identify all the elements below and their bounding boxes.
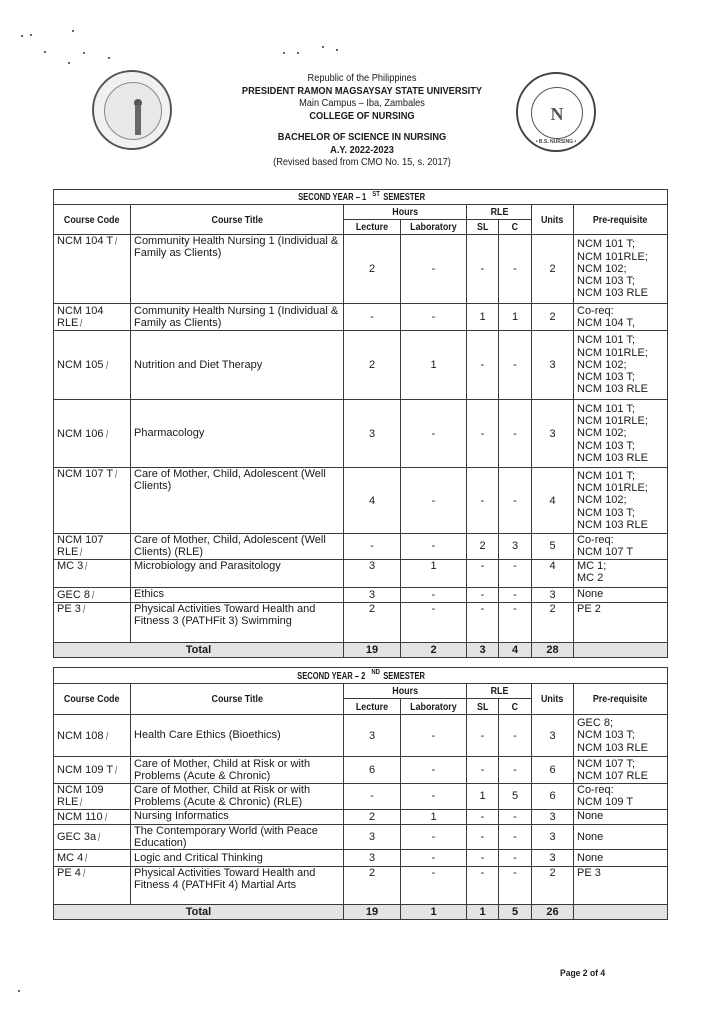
lecture-hours: 3 xyxy=(344,824,401,850)
course-title: Community Health Nursing 1 (Individual & Family as Clients) xyxy=(131,304,344,331)
laboratory-hours: - xyxy=(401,400,467,468)
second-year-second-semester-table xyxy=(53,667,668,920)
prerequisite-item: NCM 103 RLE xyxy=(577,741,648,754)
checkmark-icon: ⁄ xyxy=(91,589,97,601)
course-code: MC 4 ⁄ xyxy=(54,850,131,867)
col-header-c: C xyxy=(499,699,532,715)
laboratory-hours: 1 xyxy=(401,809,467,824)
checkmark-icon: ⁄ xyxy=(103,811,110,823)
total-label: Total xyxy=(54,905,344,920)
rle-c: - xyxy=(499,757,532,784)
course-row xyxy=(54,559,668,587)
course-code: NCM 108 ⁄ xyxy=(54,715,131,757)
col-header-units: Units xyxy=(532,205,574,235)
units: 2 xyxy=(532,602,574,642)
scan-speck xyxy=(44,51,46,53)
header-campus: Main Campus – Iba, Zambales xyxy=(299,97,425,109)
rle-sl: - xyxy=(467,587,499,602)
col-header-prereq: Pre-requisite xyxy=(574,205,668,235)
prerequisite-item: NCM 103 RLE xyxy=(577,518,648,531)
prerequisites xyxy=(574,587,668,602)
laboratory-hours: - xyxy=(401,468,467,534)
laboratory-hours: - xyxy=(401,824,467,850)
total-sl: 3 xyxy=(467,642,499,657)
laboratory-hours: - xyxy=(401,304,467,331)
prerequisite-item: Co-req: xyxy=(577,784,614,796)
course-title: Care of Mother, Child, Adolescent (Well Clients) xyxy=(131,468,344,534)
rle-sl: - xyxy=(467,400,499,468)
checkmark-icon: ⁄ xyxy=(114,469,120,480)
prerequisite-item: NCM 102; xyxy=(577,262,627,275)
total-row xyxy=(54,905,668,920)
total-units: 26 xyxy=(532,905,574,920)
prerequisites xyxy=(574,331,668,400)
rle-c: - xyxy=(499,850,532,867)
units: 4 xyxy=(532,468,574,534)
prerequisites xyxy=(574,534,668,560)
prerequisite-item: NCM 101RLE; xyxy=(577,250,648,263)
checkmark-icon: ⁄ xyxy=(84,560,90,572)
laboratory-hours: - xyxy=(401,784,467,810)
course-title: Health Care Ethics (Bioethics) xyxy=(131,715,344,757)
checkmark-icon: ⁄ xyxy=(82,868,88,880)
total-laboratory: 1 xyxy=(401,905,467,920)
rle-sl: 1 xyxy=(467,784,499,810)
course-code: GEC 3a ⁄ xyxy=(54,824,131,850)
units: 3 xyxy=(532,824,574,850)
col-header-hours: Hours xyxy=(344,205,467,220)
scan-speck xyxy=(21,35,23,37)
units: 2 xyxy=(532,304,574,331)
course-code: NCM 109 T ⁄ xyxy=(54,757,131,784)
document-header xyxy=(43,72,680,169)
rle-sl: - xyxy=(467,468,499,534)
scan-speck xyxy=(283,52,285,54)
course-row xyxy=(54,331,668,400)
course-title: Ethics xyxy=(131,587,344,602)
prerequisite-item: MC 2 xyxy=(577,571,604,584)
prerequisite-item: GEC 8; xyxy=(577,717,614,730)
course-code: NCM 104 T ⁄ xyxy=(54,235,131,304)
prerequisite-item: Co-req: xyxy=(577,304,614,317)
col-header-c: C xyxy=(499,220,532,235)
scan-speck xyxy=(18,990,20,992)
units: 6 xyxy=(532,757,574,784)
prerequisite-item: None xyxy=(577,830,604,843)
course-row xyxy=(54,715,668,757)
prerequisite-item: NCM 102; xyxy=(577,427,627,440)
units: 6 xyxy=(532,784,574,810)
course-row xyxy=(54,304,668,331)
rle-c: - xyxy=(499,587,532,602)
course-title: Pharmacology xyxy=(131,400,344,468)
col-header-hours: Hours xyxy=(344,684,467,699)
prerequisites xyxy=(574,757,668,784)
course-title: Physical Activities Toward Health and Fitness 3 (PATHFit 3) Swimming xyxy=(131,602,344,642)
course-title: Nursing Informatics xyxy=(131,809,344,824)
units: 3 xyxy=(532,850,574,867)
total-lecture: 19 xyxy=(344,905,401,920)
course-code: MC 3 ⁄ xyxy=(54,559,131,587)
course-row xyxy=(54,468,668,534)
course-row xyxy=(54,602,668,642)
col-header-laboratory: Laboratory xyxy=(401,699,467,715)
lecture-hours: 3 xyxy=(344,400,401,468)
rle-sl: 1 xyxy=(467,304,499,331)
total-lecture: 19 xyxy=(344,642,401,657)
course-code: NCM 107 T ⁄ xyxy=(54,468,131,534)
course-row xyxy=(54,235,668,304)
lecture-hours: 3 xyxy=(344,559,401,587)
prerequisites xyxy=(574,850,668,867)
col-header-sl: SL xyxy=(467,220,499,235)
col-header-lecture: Lecture xyxy=(344,220,401,235)
course-row xyxy=(54,400,668,468)
header-revision-note: (Revised based from CMO No. 15, s. 2017) xyxy=(273,156,451,168)
col-header-sl: SL xyxy=(467,699,499,715)
lecture-hours: 2 xyxy=(344,602,401,642)
course-code: NCM 110 ⁄ xyxy=(54,809,131,824)
rle-sl: - xyxy=(467,850,499,867)
course-row xyxy=(54,534,668,560)
lecture-hours: 3 xyxy=(344,715,401,757)
checkmark-icon: ⁄ xyxy=(114,236,120,247)
laboratory-hours: 1 xyxy=(401,331,467,400)
rle-c: - xyxy=(499,715,532,757)
checkmark-icon: ⁄ xyxy=(104,730,111,742)
lecture-hours: 3 xyxy=(344,850,401,867)
lecture-hours: 2 xyxy=(344,809,401,824)
checkmark-icon: ⁄ xyxy=(79,797,85,809)
lecture-hours: - xyxy=(344,784,401,810)
col-header-course-code: Course Code xyxy=(54,205,131,235)
checkmark-icon: ⁄ xyxy=(104,428,111,440)
total-sl: 1 xyxy=(467,905,499,920)
laboratory-hours: - xyxy=(401,867,467,905)
course-row xyxy=(54,784,668,810)
semester-title: SECOND YEAR – 2 $^{ND}$SEMESTER xyxy=(54,668,668,684)
prerequisite-item: NCM 103 RLE xyxy=(577,383,648,396)
prerequisite-item: NCM 102; xyxy=(577,358,627,371)
course-row xyxy=(54,867,668,905)
rle-c: - xyxy=(499,824,532,850)
col-header-prereq: Pre-requisite xyxy=(574,684,668,715)
course-row xyxy=(54,850,668,867)
col-header-lecture: Lecture xyxy=(344,699,401,715)
page-number: Page 2 of 4 xyxy=(560,968,606,979)
rle-sl: - xyxy=(467,331,499,400)
course-title: Community Health Nursing 1 (Individual & Family as Clients) xyxy=(131,235,344,304)
rle-c: - xyxy=(499,331,532,400)
rle-c: - xyxy=(499,559,532,587)
course-code: NCM 107 RLE ⁄ xyxy=(54,534,131,560)
prerequisite-item: None xyxy=(577,852,604,865)
rle-c: - xyxy=(499,809,532,824)
prerequisite-item: NCM 101 T; xyxy=(577,238,635,251)
total-c: 4 xyxy=(499,642,532,657)
prerequisite-item: PE 2 xyxy=(577,602,601,615)
units: 3 xyxy=(532,400,574,468)
course-code: NCM 109 RLE ⁄ xyxy=(54,784,131,810)
laboratory-hours: - xyxy=(401,587,467,602)
laboratory-hours: - xyxy=(401,757,467,784)
prerequisite-item: NCM 107 T xyxy=(577,546,634,559)
prerequisites xyxy=(574,824,668,850)
rle-c: - xyxy=(499,235,532,304)
header-program: BACHELOR OF SCIENCE IN NURSING xyxy=(277,131,447,143)
nursing-seal-letter: N xyxy=(550,104,564,124)
lecture-hours: - xyxy=(344,304,401,331)
nursing-seal-bottom-text: • B.S. NURSING • xyxy=(535,139,577,145)
rle-c: - xyxy=(499,400,532,468)
lecture-hours: 2 xyxy=(344,235,401,304)
prerequisite-item: NCM 101 T; xyxy=(577,334,635,347)
checkmark-icon: ⁄ xyxy=(84,853,90,865)
rle-sl: - xyxy=(467,715,499,757)
total-prereq-empty xyxy=(574,905,668,920)
rle-c: - xyxy=(499,602,532,642)
col-header-course-code: Course Code xyxy=(54,684,131,715)
scan-speck xyxy=(72,30,74,32)
rle-sl: - xyxy=(467,867,499,905)
prerequisite-item: NCM 107 RLE xyxy=(577,770,648,782)
laboratory-hours: - xyxy=(401,715,467,757)
scan-speck xyxy=(68,62,70,64)
rle-c: 1 xyxy=(499,304,532,331)
prerequisite-item: NCM 101 T; xyxy=(577,469,635,482)
scan-speck xyxy=(297,52,299,54)
checkmark-icon: ⁄ xyxy=(79,547,85,559)
col-header-laboratory: Laboratory xyxy=(401,220,467,235)
rle-sl: - xyxy=(467,824,499,850)
rle-c: 3 xyxy=(499,534,532,560)
laboratory-hours: - xyxy=(401,602,467,642)
course-code: NCM 104 RLE ⁄ xyxy=(54,304,131,331)
prerequisites xyxy=(574,715,668,757)
course-title: The Contemporary World (with Peace Education) xyxy=(131,824,344,850)
prerequisite-item: NCM 103 T; xyxy=(577,439,635,452)
col-header-course-title: Course Title xyxy=(131,205,344,235)
units: 3 xyxy=(532,809,574,824)
prerequisites xyxy=(574,304,668,331)
course-code: PE 3 ⁄ xyxy=(54,602,131,642)
course-code: NCM 105 ⁄ xyxy=(54,331,131,400)
units: 5 xyxy=(532,534,574,560)
col-header-rle: RLE xyxy=(467,684,532,699)
prerequisite-item: NCM 109 T xyxy=(577,796,634,809)
prerequisites xyxy=(574,559,668,587)
prerequisite-item: NCM 103 T; xyxy=(577,729,635,742)
course-title: Care of Mother, Child at Risk or with Problems (Acute & Chronic) xyxy=(131,757,344,784)
prerequisites xyxy=(574,235,668,304)
rle-sl: - xyxy=(467,809,499,824)
course-title: Care of Mother, Child, Adolescent (Well Clients) (RLE) xyxy=(131,534,344,560)
units: 3 xyxy=(532,587,574,602)
header-university: PRESIDENT RAMON MAGSAYSAY STATE UNIVERSITY xyxy=(241,84,483,97)
course-title: Physical Activities Toward Health and Fitness 4 (PATHFit 4) Martial Arts xyxy=(131,867,344,905)
prerequisite-item: NCM 103 T; xyxy=(577,371,635,384)
prerequisite-item: Co-req: xyxy=(577,534,614,546)
total-label: Total xyxy=(54,642,344,657)
prerequisite-item: NCM 101 T; xyxy=(577,402,635,415)
prerequisites xyxy=(574,468,668,534)
rle-c: - xyxy=(499,867,532,905)
prerequisite-item: NCM 104 T, xyxy=(577,317,635,329)
prerequisite-item: NCM 103 RLE xyxy=(577,287,648,300)
laboratory-hours: - xyxy=(401,235,467,304)
prerequisite-item: None xyxy=(577,588,604,601)
units: 2 xyxy=(532,235,574,304)
second-year-first-semester-table xyxy=(53,189,668,658)
rle-sl: - xyxy=(467,602,499,642)
col-header-units: Units xyxy=(532,684,574,715)
course-code: PE 4 ⁄ xyxy=(54,867,131,905)
prerequisite-item: NCM 101RLE; xyxy=(577,482,648,495)
course-code: NCM 106 ⁄ xyxy=(54,400,131,468)
total-c: 5 xyxy=(499,905,532,920)
prerequisite-item: NCM 107 T; xyxy=(577,757,635,770)
prerequisite-item: NCM 103 T; xyxy=(577,506,635,519)
semester-title: SECOND YEAR – 1 $^{ST}$SEMESTER xyxy=(54,190,668,205)
prerequisite-item: NCM 101RLE; xyxy=(577,346,648,359)
scan-speck xyxy=(83,52,85,54)
lecture-hours: 4 xyxy=(344,468,401,534)
rle-sl: - xyxy=(467,235,499,304)
course-row xyxy=(54,587,668,602)
scan-speck xyxy=(108,57,110,59)
laboratory-hours: - xyxy=(401,850,467,867)
units: 2 xyxy=(532,867,574,905)
header-republic: Republic of the Philippines xyxy=(307,72,417,84)
scan-speck xyxy=(322,46,324,48)
units: 3 xyxy=(532,715,574,757)
course-title: Nutrition and Diet Therapy xyxy=(131,331,344,400)
prerequisite-item: PE 3 xyxy=(577,867,601,880)
course-row xyxy=(54,809,668,824)
prerequisites xyxy=(574,809,668,824)
header-academic-year: A.Y. 2022-2023 xyxy=(330,143,394,156)
checkmark-icon: ⁄ xyxy=(104,360,111,371)
course-title: Logic and Critical Thinking xyxy=(131,850,344,867)
units: 4 xyxy=(532,559,574,587)
units: 3 xyxy=(532,331,574,400)
course-title: Microbiology and Parasitology xyxy=(131,559,344,587)
prerequisite-item: MC 1; xyxy=(577,559,607,572)
prerequisite-item: NCM 103 RLE xyxy=(577,451,648,464)
rle-sl: - xyxy=(467,757,499,784)
prerequisite-item: NCM 102; xyxy=(577,494,627,507)
laboratory-hours: - xyxy=(401,534,467,560)
prerequisites xyxy=(574,784,668,810)
rle-c: 5 xyxy=(499,784,532,810)
prerequisite-item: NCM 101RLE; xyxy=(577,415,648,428)
col-header-rle: RLE xyxy=(467,205,532,220)
col-header-course-title: Course Title xyxy=(131,684,344,715)
course-code: GEC 8 ⁄ xyxy=(54,587,131,602)
prerequisite-item: None xyxy=(577,810,604,823)
checkmark-icon: ⁄ xyxy=(82,603,88,615)
checkmark-icon: ⁄ xyxy=(97,831,103,843)
total-prereq-empty xyxy=(574,642,668,657)
header-college: COLLEGE OF NURSING xyxy=(309,109,415,122)
total-row xyxy=(54,642,668,657)
rle-sl: - xyxy=(467,559,499,587)
prerequisites xyxy=(574,602,668,642)
lecture-hours: - xyxy=(344,534,401,560)
prerequisites xyxy=(574,867,668,905)
total-laboratory: 2 xyxy=(401,642,467,657)
scan-speck xyxy=(336,49,338,51)
lecture-hours: 6 xyxy=(344,757,401,784)
checkmark-icon: ⁄ xyxy=(114,765,120,776)
prerequisites xyxy=(574,400,668,468)
laboratory-hours: 1 xyxy=(401,559,467,587)
rle-sl: 2 xyxy=(467,534,499,560)
prerequisite-item: NCM 103 T; xyxy=(577,275,635,288)
rle-c: - xyxy=(499,468,532,534)
lecture-hours: 3 xyxy=(344,587,401,602)
lecture-hours: 2 xyxy=(344,867,401,905)
course-row xyxy=(54,824,668,850)
checkmark-icon: ⁄ xyxy=(79,318,85,329)
course-row xyxy=(54,757,668,784)
total-units: 28 xyxy=(532,642,574,657)
lecture-hours: 2 xyxy=(344,331,401,400)
course-title: Care of Mother, Child at Risk or with Problems (Acute & Chronic) (RLE) xyxy=(131,784,344,810)
scan-speck xyxy=(30,34,32,36)
